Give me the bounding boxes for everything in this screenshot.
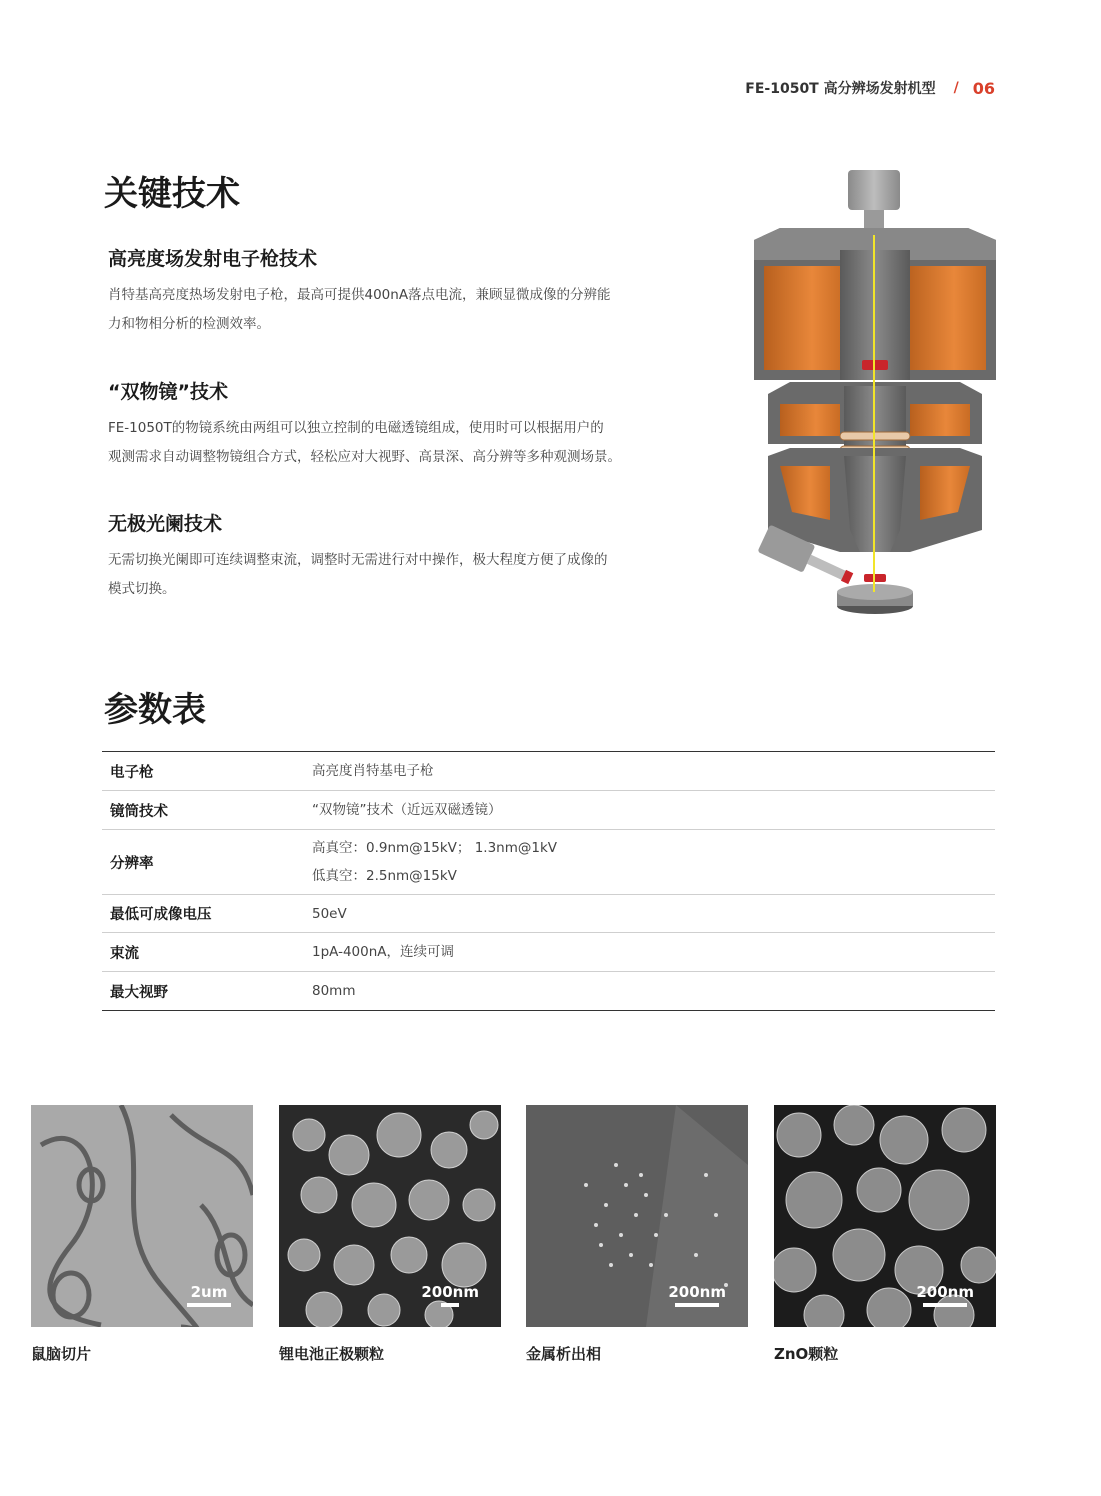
tech-desc-line: 力和物相分析的检测效率。 bbox=[108, 316, 270, 332]
spec-value-line: 高真空：0.9nm@15kV； 1.3nm@1kV bbox=[312, 840, 558, 856]
table-row bbox=[102, 895, 995, 933]
tech-desc-line: 模式切换。 bbox=[108, 581, 176, 597]
spec-label: 最大视野 bbox=[110, 984, 168, 1001]
scale-bar: 200nm bbox=[668, 1283, 726, 1307]
spec-value: 50eV bbox=[312, 905, 347, 922]
sem-image-metal-precipitate bbox=[526, 1105, 748, 1327]
tech-desc-line: 肖特基高亮度热场发射电子枪，最高可提供400nA落点电流，兼顾显微成像的分辨能 bbox=[108, 287, 611, 303]
page-number: 06 bbox=[972, 78, 995, 98]
tech-desc-line: 观测需求自动调整物镜组合方式，轻松应对大视野、高景深、高分辨等多种观测场景。 bbox=[108, 449, 621, 465]
sem-image-battery-cathode bbox=[279, 1105, 501, 1327]
sem-image-mouse-brain bbox=[31, 1105, 253, 1327]
spec-label: 电子枪 bbox=[110, 764, 154, 781]
gallery-caption: 锂电池正极颗粒 bbox=[279, 1345, 385, 1363]
tech-item bbox=[108, 509, 708, 604]
gallery-item bbox=[774, 1105, 996, 1364]
header-title: FE-1050T 高分辨场发射机型 bbox=[745, 81, 936, 97]
page-header bbox=[745, 78, 995, 98]
table-row bbox=[102, 830, 995, 895]
gallery-caption: ZnO颗粒 bbox=[774, 1345, 839, 1363]
tech-heading: 无极光阑技术 bbox=[108, 513, 223, 535]
scale-bar: 200nm bbox=[916, 1283, 974, 1307]
spec-label: 分辨率 bbox=[110, 855, 154, 872]
table-row bbox=[102, 972, 995, 1010]
key-tech-title: 关键技术 bbox=[104, 174, 240, 214]
spec-label: 镜筒技术 bbox=[110, 803, 168, 820]
sem-image-zno-particles bbox=[774, 1105, 996, 1327]
gallery-item bbox=[31, 1105, 253, 1364]
spec-table bbox=[102, 751, 995, 1011]
table-row bbox=[102, 791, 995, 830]
table-row bbox=[102, 933, 995, 972]
spec-label: 最低可成像电压 bbox=[110, 907, 212, 923]
header-separator: / bbox=[953, 80, 959, 96]
gallery-caption: 鼠脑切片 bbox=[31, 1345, 92, 1363]
tech-heading: “双物镜”技术 bbox=[108, 381, 228, 403]
electron-column-diagram bbox=[740, 160, 1010, 630]
spec-label: 束流 bbox=[110, 945, 139, 962]
spec-title: 参数表 bbox=[104, 690, 206, 730]
tech-heading: 高亮度场发射电子枪技术 bbox=[108, 248, 318, 270]
spec-value: 1pA-400nA，连续可调 bbox=[312, 944, 455, 960]
gallery-item bbox=[526, 1105, 748, 1364]
scale-bar: 200nm bbox=[421, 1283, 479, 1307]
spec-value bbox=[312, 834, 995, 890]
spec-value-line: 低真空：2.5nm@15kV bbox=[312, 868, 457, 884]
scale-bar: 2um bbox=[187, 1283, 231, 1307]
spec-value: “双物镜”技术（近远双磁透镜） bbox=[312, 802, 502, 818]
table-row bbox=[102, 752, 995, 791]
gallery-item bbox=[279, 1105, 501, 1364]
gallery-caption: 金属析出相 bbox=[526, 1345, 602, 1363]
tech-item bbox=[108, 377, 708, 472]
tech-desc-line: 无需切换光阑即可连续调整束流，调整时无需进行对中操作，极大程度方便了成像的 bbox=[108, 552, 608, 568]
spec-value: 80mm bbox=[312, 983, 356, 999]
tech-item bbox=[108, 244, 708, 339]
spec-value: 高亮度肖特基电子枪 bbox=[312, 763, 434, 779]
sample-gallery bbox=[31, 1105, 996, 1375]
tech-desc-line: FE-1050T的物镜系统由两组可以独立控制的电磁透镜组成，使用时可以根据用户的 bbox=[108, 420, 604, 436]
